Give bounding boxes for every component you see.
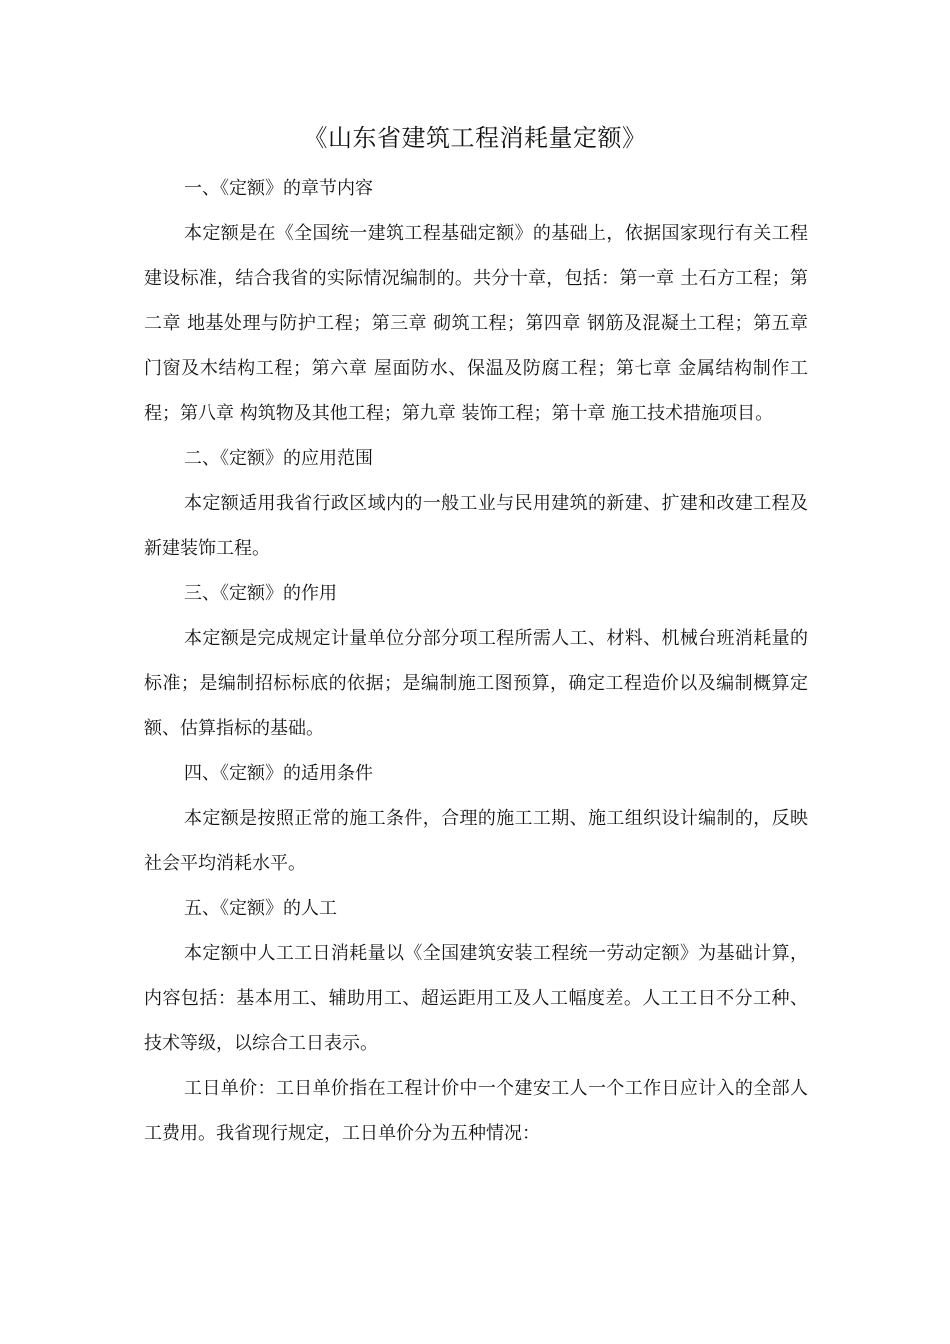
document-body [144,166,808,1156]
section-3-paragraph-1: 本定额是完成规定计量单位分部分项工程所需人工、材料、机械台班消耗量的标准；是编制招标标底的依据；是编制施工图预算，确定工程造价以及编制概算定额、估算指标的基础。 [144,628,808,739]
document-title: 《山东省建筑工程消耗量定额》 [303,124,647,152]
section-5-paragraph-2: 工日单价：工日单价指在工程计价中一个建安工人一个工作日应计入的全部人工费用。我省现行规定，工日单价分为五种情况： [144,1078,808,1144]
section-heading-1: 一、《定额》的章节内容 [184,178,373,199]
section-heading-3: 三、《定额》的作用 [184,583,337,604]
section-heading-4: 四、《定额》的适用条件 [184,763,373,784]
section-5-paragraph-1: 本定额中人工工日消耗量以《全国建筑安装工程统一劳动定额》为基础计算，内容包括：基本用工、辅助用工、超运距用工及人工幅度差。人工工日不分工种、技术等级，以综合工日表示。 [144,943,808,1054]
section-heading-5: 五、《定额》的人工 [184,898,337,919]
section-1-paragraph-1: 本定额是在《全国统一建筑工程基础定额》的基础上，依据国家现行有关工程建设标准，结合我省的实际情况编制的。共分十章，包括：第一章 土石方工程；第二章 地基处理与防护工程；第三章 砌筑工程；第四章 钢筋及混凝土工程；第五章 门窗及木结构工程；第六章 屋面防水、保温及防腐工程；第七章 金属结构制作工程；第八章 构筑物及其他工程；第九章 装饰工程；第十章 施工技术措施项目。 [144,223,808,424]
section-2-paragraph-1: 本定额适用我省行政区域内的一般工业与民用建筑的新建、扩建和改建工程及新建装饰工程。 [144,493,808,559]
section-heading-2: 二、《定额》的应用范围 [184,448,373,469]
section-4-paragraph-1: 本定额是按照正常的施工条件，合理的施工工期、施工组织设计编制的，反映社会平均消耗水平。 [144,808,808,874]
